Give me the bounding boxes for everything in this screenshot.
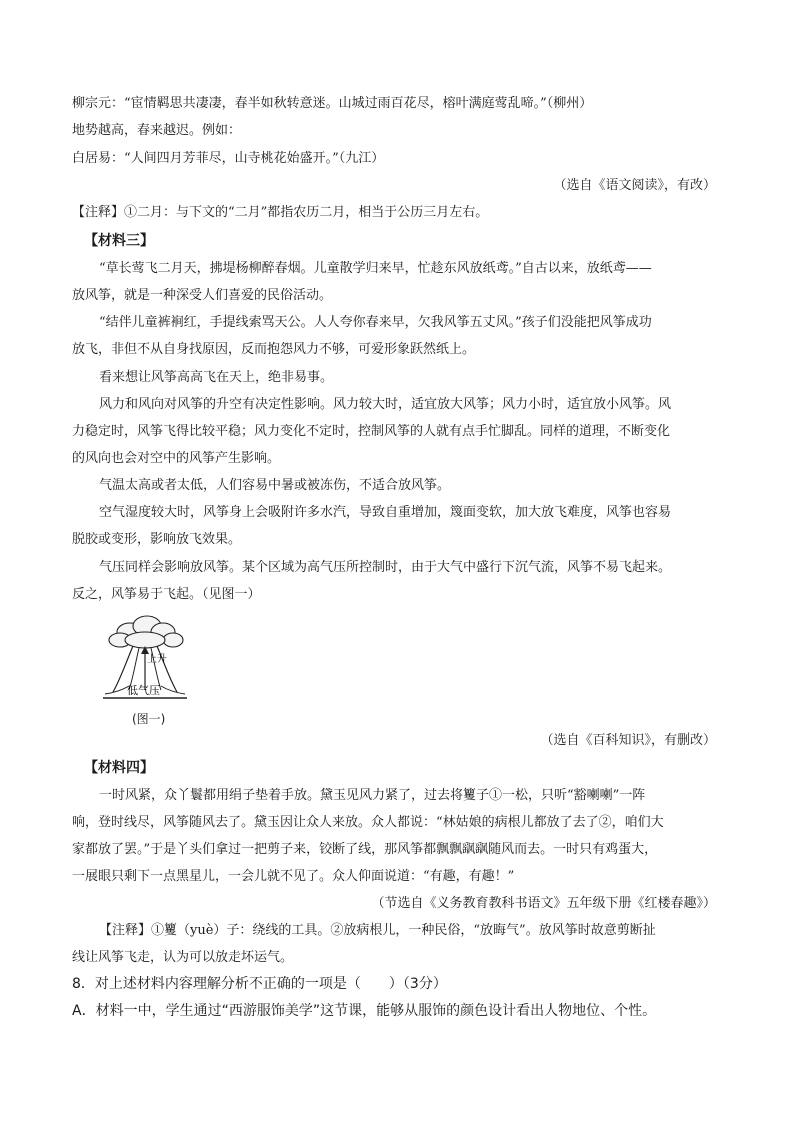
material3-para7-line1: 气压同样会影响放风筝。某个区域为高气压所控制时，由于大气中盛行下沉气流，风筝不易飞起来。 — [99, 560, 672, 575]
material3-para2-line1: “结伴儿童裤裥红，手提线索骂天公。人人夸你春来早，欠我风筝五丈风。”孩子们没能把风筝成功 — [99, 315, 652, 330]
question-8-option-a: A．材料一中，学生通过“西游服饰美学”这节课，能够从服饰的颜色设计看出人物地位、个性。 — [72, 1003, 657, 1019]
material3-heading: 【材料三】 — [84, 233, 154, 249]
material4-para-line4: 一展眼只剩下一点黑星儿，一会儿就不见了。众人仰面说道：“有趣，有趣！” — [72, 869, 515, 884]
material4-note-line2: 线让风筝飞走，认为可以放走坏运气。 — [72, 950, 294, 965]
material4-para-line3: 家都放了罢。”于是丫头们拿过一把剪子来，铰断了线，那风筝都飘飘飖飖随风而去。一时只有鸡蛋大， — [72, 842, 658, 857]
material3-para5: 气温太高或者太低，人们容易中暑或被冻伤，不适合放风筝。 — [99, 478, 451, 493]
material3-para6-line2: 脱胶或变形，影响放飞效果。 — [72, 532, 242, 547]
material4-source: （节选自《义务教育教科书语文》五年级下册《红楼春趣》） — [371, 896, 716, 911]
material3-para4-line2: 力稳定时，风筝飞得比较平稳；风力变化不定时，控制风筝的人就有点手忙脚乱。同样的道理，不断变化 — [72, 424, 671, 439]
material2-source: （选自《语文阅读》，有改） — [553, 178, 716, 193]
material4-heading: 【材料四】 — [84, 760, 154, 776]
material3-para3: 看来想让风筝高高飞在天上，绝非易事。 — [99, 370, 334, 385]
material3-para7-line2: 反之，风筝易于飞起。（见图一） — [72, 587, 261, 602]
material3-para6-line1: 空气湿度较大时，风筝身上会吸附许多水汽，导致自重增加，篾面变软，加大放飞难度，风筝也容易 — [99, 505, 672, 520]
rising-label: 上升 — [147, 654, 167, 665]
material3-para1-line2: 放风筝，就是一种深受人们喜爱的民俗活动。 — [72, 288, 333, 303]
material3-para2-line2: 放飞，非但不从自身找原因，反而抱怨风力不够，可爱形象跃然纸上。 — [72, 342, 476, 357]
material2-note: 【注释】①二月：与下文的“二月”都指农历二月，相当于公历三月左右。 — [72, 205, 489, 220]
material3-para4-line3: 的风向也会对空中的风筝产生影响。 — [72, 451, 281, 466]
question-8-stem: 8．对上述材料内容理解分析不正确的一项是（ ）（3分） — [72, 976, 447, 992]
poem-liu-zongyuan: 柳宗元：“宦情羁思共凄凄，春半如秋转意迷。山城过雨百花尽，榕叶满庭莺乱啼。”（柳州） — [72, 96, 593, 111]
altitude-intro: 地势越高，春来越迟。例如： — [72, 123, 242, 138]
material3-para4-line1: 风力和风向对风筝的升空有决定性影响。风力较大时，适宜放大风筝；风力小时，适宜放小风筝。风 — [99, 397, 672, 412]
material4-para-line1: 一时风紧，众丫鬟都用绢子垫着手放。黛玉见风力紧了，过去将籰子①一松，只听“豁喇喇”一阵 — [99, 788, 646, 803]
figure-caption: (图一) — [132, 712, 166, 726]
material4-para-line2: 响，登时线尽，风筝随风去了。黛玉因让众人来放。众人都说：“林姑娘的病根儿都放了去了②，咱们大 — [72, 815, 664, 830]
poem-bai-juyi: 白居易：“人间四月芳菲尽，山寺桃花始盛开。”（九江） — [72, 151, 385, 166]
low-pressure-diagram — [95, 610, 195, 710]
material3-para1-line1: “草长莺飞二月天，拂堤杨柳醉春烟。儿童散学归来早，忙趁东风放纸鸢。”自古以来，放纸鸢—— — [99, 261, 652, 276]
material3-source: （选自《百科知识》，有删改） — [540, 733, 716, 748]
low-pressure-label: 低气压 — [127, 684, 160, 697]
material4-note-line1: 【注释】①籰（yuè）子：绕线的工具。②放病根儿，一种民俗，“放晦气”。放风筝时故意剪断扯 — [99, 923, 656, 938]
